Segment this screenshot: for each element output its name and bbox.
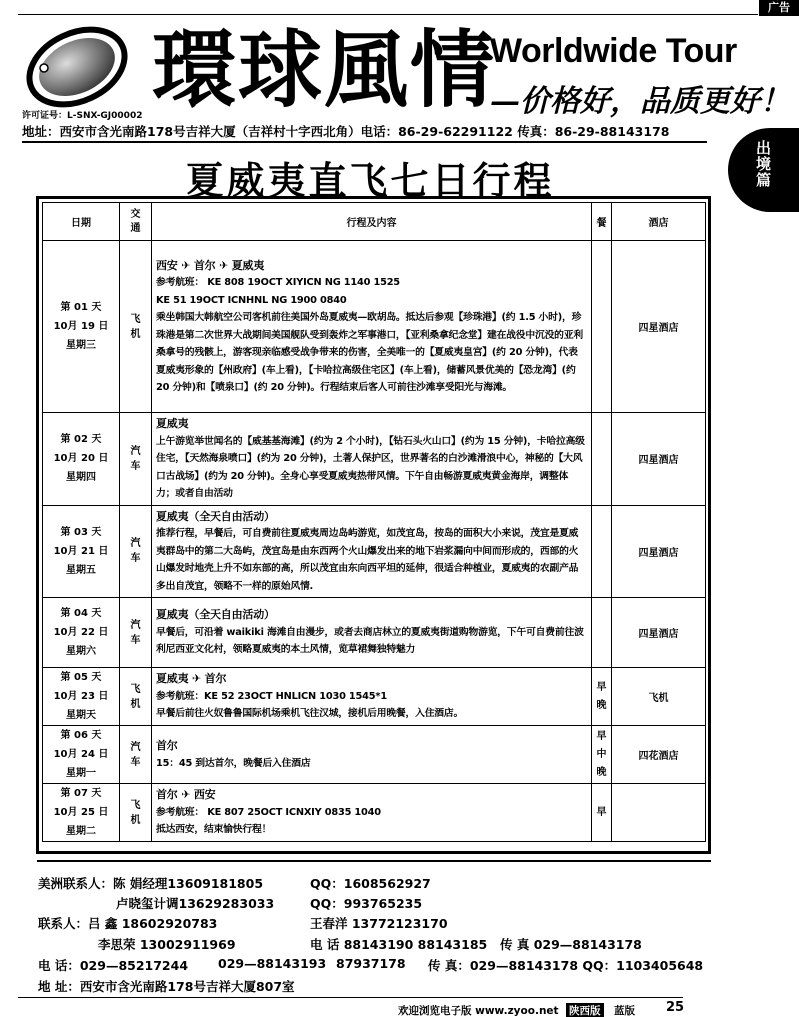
- row-date-cell: [43, 784, 120, 842]
- meal-mark: 早: [596, 730, 607, 742]
- row-content-cell: [152, 505, 592, 598]
- row-route: 夏威夷（全天自由活动）: [156, 509, 275, 523]
- itinerary-row: [43, 668, 706, 726]
- row-date: 10月 19 日: [53, 321, 109, 332]
- transport-char: 汽: [130, 445, 141, 457]
- row-route: 夏威夷 ✈ 首尔: [156, 672, 227, 686]
- row-content-cell: [152, 241, 592, 413]
- row-detail-line: 15：45 到达首尔，晚餐后入住酒店: [156, 757, 311, 769]
- license-number: 许可证号：L-SNX-GJ00002: [22, 111, 143, 121]
- row-date: 10月 25 日: [53, 807, 109, 818]
- header-transport: [120, 203, 152, 241]
- row-transport-cell: [120, 784, 152, 842]
- row-meal-cell: [592, 598, 612, 668]
- row-date-cell: [43, 668, 120, 726]
- row-meal-cell: [592, 413, 612, 506]
- row-hotel: 四星酒店: [612, 505, 706, 598]
- row-weekday: 星期二: [66, 826, 96, 837]
- transport-char: 汽: [130, 741, 141, 753]
- transport-char: 车: [130, 634, 141, 646]
- itinerary-table: [42, 202, 706, 842]
- meal-mark: 早: [596, 681, 607, 693]
- row-transport-cell: [120, 241, 152, 413]
- row-detail-line: 参考航班：KE 52 23OCT HNLICN 1030 1545*1: [156, 690, 387, 702]
- row-weekday: 星期天: [66, 710, 96, 721]
- itinerary-title: 夏威夷直飞七日行程: [185, 159, 555, 203]
- contact-fax-group: 传 真 029—88143178: [500, 937, 642, 952]
- transport-char: 车: [130, 553, 141, 565]
- row-date: 10月 23 日: [53, 691, 109, 702]
- row-meal-cell: [592, 784, 612, 842]
- meal-mark: 中: [596, 748, 607, 760]
- row-day: 第 01 天: [60, 302, 102, 313]
- itinerary-row: [43, 505, 706, 598]
- top-rule: [18, 14, 758, 15]
- row-detail-line: 上午游览举世闻名的【威基基海滩】(约为 2 个小时)，【钻石头火山口】(约为 15 分钟)，卡哈拉高级住宅，【天然海泉喷口】(约为 20 分钟)，土著人保护区，世界著名的白沙滩滑浪中心，神秘的【大风口古战场】(约为 20 分钟)。全身心享受夏威夷热带风情。下午自由畅游夏威夷黄金海岸，调整体力；或者自由活动: [156, 435, 585, 499]
- row-detail-line: 早餐后，可沿着 waikiki 海滩自由漫步，或者去商店林立的夏威夷街道购物游览，下午可自费前往波利尼西亚文化村，领略夏威夷的本土风情，览草裙舞独特魅力: [156, 626, 584, 656]
- row-detail-line: 抵达西安，结束愉快行程！: [156, 824, 272, 836]
- row-hotel: 四星酒店: [612, 241, 706, 413]
- row-content-cell: [152, 598, 592, 668]
- company-phone: 电 话：029—85217244: [38, 958, 189, 973]
- row-meal-cell: [592, 726, 612, 784]
- row-weekday: 星期三: [66, 340, 96, 351]
- header-rule: [22, 141, 707, 143]
- itinerary-row: [43, 413, 706, 506]
- transport-char: 车: [130, 756, 141, 768]
- header-hotel: 酒店: [612, 203, 706, 241]
- row-detail-line: KE 51 19OCT ICNHNL NG 1900 0840: [156, 294, 347, 306]
- footer-rule: [18, 997, 683, 998]
- footer-badge: 陕西版: [566, 1003, 604, 1017]
- row-hotel: 四星酒店: [612, 413, 706, 506]
- transport-char: 车: [130, 460, 141, 472]
- row-meal-cell: [592, 241, 612, 413]
- row-detail-line: 参考航班： KE 807 25OCT ICNXIY 0835 1040: [156, 806, 381, 818]
- transport-char: 机: [130, 814, 141, 826]
- header-transport-label: 交通: [130, 208, 141, 234]
- brand-name-cn: 環球風情: [152, 20, 497, 119]
- company-address: 地 址：西安市含光南路178号吉祥大厦807室: [38, 979, 295, 994]
- section-tab-char: 篇: [755, 171, 771, 189]
- row-day: 第 02 天: [60, 434, 102, 446]
- row-detail-line: 乘坐韩国大韩航空公司客机前往美国外岛夏威夷—欧胡岛。抵达后参观【珍珠港】(约 1.5 小时)，珍珠港是第二次世界大战期间美国舰队受到轰炸之军事港口，【亚利桑拿纪念堂】建在战役中沉没的亚利桑拿号的残骸上，游客现亲临感受战争带来的伤害，全美唯一的【夏威夷皇宫】(约 20 分钟)，代表夏威夷形象的【州政府】(车上看)，【卡哈拉高级住宅区】(车上看)，储蓄风景优美的【恐龙湾】(约 20 分钟)和【喷泉口】(约 20 分钟)。行程结束后客人可前往沙滩享受阳光与海滩。: [156, 312, 583, 393]
- itinerary-row: [43, 784, 706, 842]
- page-number: 25: [666, 1000, 685, 1015]
- row-meal-cell: [592, 668, 612, 726]
- row-day: 第 07 天: [60, 788, 102, 799]
- row-date-cell: [43, 505, 120, 598]
- row-content-cell: [152, 668, 592, 726]
- meal-mark: 早: [596, 806, 607, 818]
- row-content-cell: [152, 726, 592, 784]
- ad-tag: 广告: [759, 0, 799, 16]
- contact-planner: 卢晓玺计调13629283033: [116, 896, 275, 911]
- row-route: 首尔 ✈ 西安: [156, 788, 216, 802]
- company-fax-qq: 传 真：029—88143178 QQ：1103405648: [428, 958, 704, 973]
- row-hotel: [612, 784, 706, 842]
- row-transport-cell: [120, 668, 152, 726]
- row-content-cell: [152, 413, 592, 506]
- transport-char: 飞: [130, 683, 141, 695]
- row-weekday: 星期六: [66, 646, 96, 657]
- company-phone-3: 87937178: [336, 956, 406, 971]
- row-transport-cell: [120, 505, 152, 598]
- row-meal-cell: [592, 505, 612, 598]
- row-day: 第 04 天: [60, 608, 102, 619]
- row-detail-line: 参考航班： KE 808 19OCT XIYICN NG 1140 1525: [156, 277, 400, 288]
- section-tab-char: 境: [755, 155, 771, 173]
- row-transport-cell: [120, 726, 152, 784]
- contacts-rule: [37, 860, 711, 862]
- row-date-cell: [43, 726, 120, 784]
- row-transport-cell: [120, 413, 152, 506]
- contact-americas: 美洲联系人：陈 娟经理13609181805: [38, 876, 264, 891]
- section-tab-outbound: [728, 128, 799, 212]
- row-route: 西安 ✈ 首尔 ✈ 夏威夷: [156, 258, 265, 272]
- row-day: 第 05 天: [60, 672, 102, 683]
- contact-qq-1: QQ：1608562927: [310, 876, 431, 891]
- row-day: 第 06 天: [60, 730, 102, 741]
- row-transport-cell: [120, 598, 152, 668]
- transport-char: 汽: [130, 619, 141, 631]
- footer-welcome: 欢迎浏览电子版 www.zyoo.net: [398, 1005, 559, 1017]
- row-weekday: 星期五: [66, 564, 96, 576]
- contact-wang: 王春洋 13772123170: [310, 916, 448, 931]
- row-detail-line: 早餐后前往火奴鲁鲁国际机场乘机飞往汉城，接机后用晚餐，入住酒店。: [156, 708, 464, 720]
- company-phone-2: 029—88143193: [218, 956, 327, 971]
- brand-slogan: —价格好，品质更好！: [490, 84, 790, 119]
- row-content-cell: [152, 784, 592, 842]
- company-address-line: 地址：西安市含光南路178号吉祥大厦（吉祥村十字西北角）电话：86-29-62291122 传真：86-29-88143178: [22, 124, 670, 139]
- row-weekday: 星期一: [66, 768, 96, 779]
- brand-name-en: Worldwide Tour: [490, 32, 737, 70]
- row-date: 10月 22 日: [53, 627, 109, 638]
- transport-char: 飞: [130, 799, 141, 811]
- meal-mark: 晚: [596, 766, 607, 778]
- contact-lv: 联系人：吕 鑫 18602920783: [38, 916, 218, 931]
- footer-edition: 蓝版: [614, 1005, 635, 1017]
- header-meal: 餐: [592, 203, 612, 241]
- transport-char: 机: [130, 698, 141, 710]
- row-route: 首尔: [156, 739, 178, 752]
- globe-logo-icon: [22, 22, 132, 110]
- contact-phone-group: 电 话 88143190 88143185: [310, 937, 488, 952]
- section-tab-char: 出: [755, 139, 771, 157]
- row-date: 10月 24 日: [53, 749, 109, 760]
- row-hotel: 四花酒店: [612, 726, 706, 784]
- row-date-cell: [43, 413, 120, 506]
- transport-char: 机: [130, 328, 141, 340]
- row-date: 10月 20 日: [53, 453, 109, 465]
- itinerary-row: [43, 241, 706, 413]
- transport-char: 汽: [130, 538, 141, 550]
- row-route: 夏威夷: [156, 417, 189, 430]
- itinerary-row: [43, 726, 706, 784]
- row-detail-line: 推荐行程，早餐后，可自费前往夏威夷周边岛屿游览，如茂宜岛，按岛的面积大小来说，茂宜是夏威夷群岛中的第二大岛屿，茂宜岛是由东西两个火山爆发出来的地下岩浆漏向中间而形成的，西部的火山爆发时地壳上升不如东部的高，所以茂宜由东向西平坦的延伸，很适合种植业，夏威夷的农副产品多出自茂宜，领略不一样的原始风情.: [156, 528, 579, 592]
- row-date-cell: [43, 598, 120, 668]
- row-day: 第 03 天: [60, 526, 102, 538]
- table-header-row: [43, 203, 706, 241]
- contact-qq-2: QQ：993765235: [310, 896, 423, 911]
- meal-mark: 晚: [596, 699, 607, 711]
- row-weekday: 星期四: [66, 472, 96, 484]
- row-hotel: 飞机: [612, 668, 706, 726]
- contact-li: 李思荣 13002911969: [98, 937, 236, 952]
- transport-char: 飞: [130, 313, 141, 325]
- row-route: 夏威夷（全天自由活动）: [156, 608, 275, 622]
- header-content: 行程及内容: [152, 203, 592, 241]
- itinerary-row: [43, 598, 706, 668]
- row-date: 10月 21 日: [53, 545, 109, 557]
- header-date: 日期: [43, 203, 120, 241]
- row-hotel: 四星酒店: [612, 598, 706, 668]
- row-date-cell: [43, 241, 120, 413]
